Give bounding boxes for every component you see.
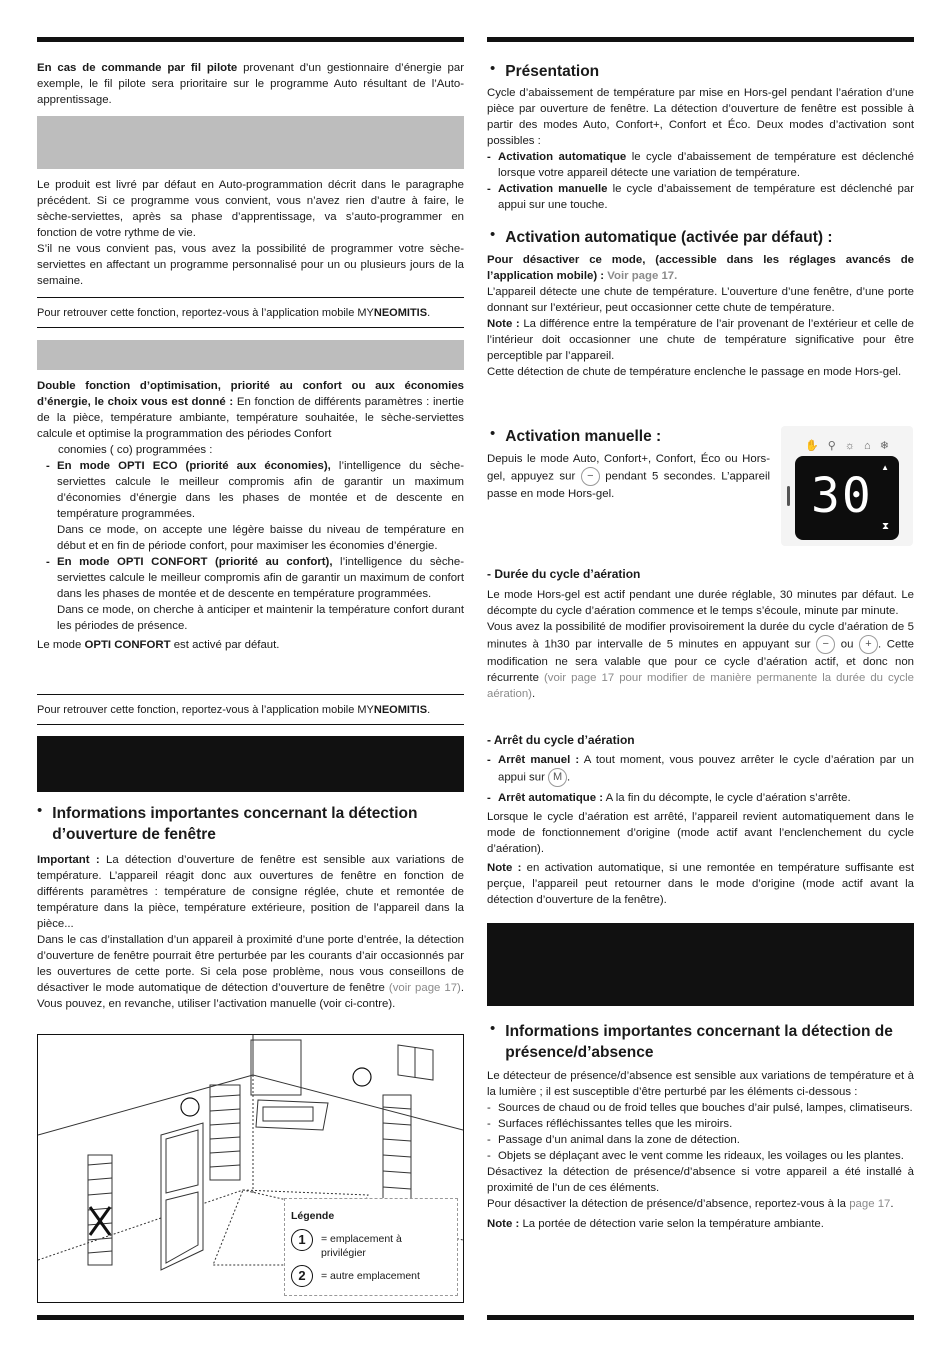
display-value: 30	[811, 468, 873, 524]
section-header-black-1	[37, 736, 464, 792]
activation-auto-heading: • Activation automatique (activée par défaut) :	[490, 226, 833, 246]
separator	[37, 327, 464, 328]
location-marker	[353, 1068, 371, 1086]
list-item: - Surfaces réfléchissantes telles que les miroirs.	[487, 1118, 733, 1130]
opti-paragraph: Double fonction d’optimisation, priorité au confort ou aux économies d’énergie, le choix vous est donné : En fonction de différents paramètres : inertie de la pièce, température ambiante, température souhaitée, le sèche-serviettes calcule et optimise la programmation des périodes Confort	[37, 380, 464, 440]
list-item: - Sources de chaud ou de froid telles que bouches d’air pulsé, lampes, climatiseurs.	[487, 1102, 913, 1114]
arret-heading: - Arrêt du cycle d’aération	[487, 733, 635, 747]
minus-button-icon: −	[816, 635, 835, 654]
side-led	[787, 486, 790, 506]
important-paragraph: Important : La détection d’ouverture de fenêtre est sensible aux variations de température. L’appareil réagit donc aux ouvertures de fenêtre en fonction de différents paramètres : température de consigne réglée, chute et remontée de température dans la pièce, température extérieure, position de l’appareil dans la pièce...	[37, 854, 464, 930]
bottom-rule-right	[487, 1315, 914, 1320]
opti-text	[37, 378, 464, 653]
separator	[37, 297, 464, 298]
programmation-paragraph: Le produit est livré par défaut en Auto-programmation décrit dans le paragraphe précédent. Si ce programme vous convient, vous n’avez rien d’autre à faire, le sèche-serviettes, après sa phase d’apprentissage, va s’auto-programmer en fonction de votre rythme de vie.	[37, 179, 464, 239]
list-item: - Activation manuelle le cycle d’abaissement de température est déclenché par appui sur une touche.	[487, 183, 914, 211]
left-column	[37, 60, 464, 108]
duree-heading: - Durée du cycle d’aération	[487, 567, 641, 581]
opti-tail: conomies ( co) programmées :	[58, 444, 213, 456]
activation-manual-text: Depuis le mode Auto, Confort+, Confort, Éco ou Hors-gel, appuyez sur − pendant 5 secondes. L’appareil passe en mode Hors-gel.	[487, 453, 771, 500]
legend-2-marker: 2	[291, 1265, 313, 1287]
radiator-crossed	[88, 1155, 112, 1265]
list-item: - Activation automatique le cycle d’abaissement de température est déclenché lorsque votre appareil détecte une variation de température.	[487, 151, 914, 179]
legend-1-marker: 1	[291, 1229, 313, 1251]
presentation-heading: • Présentation	[490, 60, 600, 80]
arret-text: - Arrêt manuel : A tout moment, vous pouvez arrêter le cycle d’aération par un appui sur M . - Arrêt automatique : A la fin du décompte, le cycle d’aération s’arrête. Lorsque le cycle d’aération est arrêté, l’appareil revient automatiquement dans le mode de fonctionnement d’origine (mode actif avant l’enclenchement du cycle d’aération). Note : en activation automatique, si une remontée en température suffisante est perçue, l’appareil peut retourner dans le mode d’origine (mode actif avant la détection d’ouverture de la fenêtre).	[487, 754, 914, 906]
bathroom-illustration	[37, 1034, 464, 1303]
duree-text: Le mode Hors-gel est actif pendant une durée réglable, 30 minutes par défaut. Le décompte du cycle d’aération commence et le temps s’écoule, minute par minute. Vous avez la possibilité de modifier provisoirement la durée du cycle d’aération de 5 minutes à 1h30 par intervalle de 5 minutes en appuyant sur − ou + . Cette modification ne sera valable que pour ce cycle d’aération actif, et donc non récurrente (voir page 17 pour modifier de manière permanente la durée du cycle aération).	[487, 589, 914, 700]
minus-button-icon: −	[581, 467, 600, 486]
section-header-black-2	[487, 923, 914, 1006]
personnalise-paragraph: S’il ne vous convient pas, vous avez la possibilité de programmer votre sèche-serviettes en affectant un programme personnalisé pour un ou plusieurs jours de la semaine.	[37, 243, 464, 287]
programmation-text	[37, 177, 464, 289]
presentation-text: Cycle d’abaissement de température par mise en Hors-gel pendant l’aération d’une pièce par ouverture de fenêtre. La détection d’ouverture de fenêtre est possible à partir des modes Auto, Confort+, Confort et Éco. Deux modes d’activation sont possibles : - Activation automatique le cycle d’abaissement de température est déclenché lorsque votre appareil détecte une variation de température. - Activation manuelle le cycle d’abaissement de température est déclenché par appui sur une touche.	[487, 87, 914, 211]
location-marker	[181, 1098, 199, 1116]
bottom-rule-left	[37, 1315, 464, 1320]
list-item: - En mode OPTI CONFORT (priorité au confort), l’intelligence du sèche-serviettes calcule le meilleur compromis afin de garantir un maximum de confort dans les phases de montée et de descente en température programmées. Dans ce mode, on cherche à anticiper et maintenir la température confort durant les périodes de présence.	[46, 556, 465, 632]
app-note-1: Pour retrouver cette fonction, reportez-vous à l’application mobile MYNEOMITIS.	[37, 307, 431, 319]
fil-pilote-paragraph: En cas de commande par fil pilote provenant d’un gestionnaire d’énergie par exemple, le fil pilote sera prioritaire sur le programme Auto résultant de l’Auto-apprentissage.	[37, 62, 464, 106]
thermostat-display	[781, 426, 913, 546]
display-icons-row: ✋ ⚲ ☼ ⌂ ❄	[805, 440, 892, 452]
list-item: - Arrêt manuel : A tout moment, vous pouvez arrêter le cycle d’aération par un appui sur M .	[487, 752, 914, 787]
radiator-2	[210, 1085, 240, 1180]
top-rule-left	[37, 37, 464, 42]
door-paragraph: Dans le cas d’installation d’un appareil à proximité d’une porte d’entrée, la détection d’ouverture de fenêtre pourrait être perturbée par les courants d’air occasionnés par les ouvertures de cette porte. Si cela pose problème, nous vous conseillons de désactiver le mode automatique de détection d’ouverture de fenêtre (voir page 17). Vous pouvez, en revanche, utiliser l’activation manuelle (voir ci-contre).	[37, 934, 464, 1010]
activation-auto-text: Pour désactiver ce mode, (accessible dans les réglages avancés de l’application mobile) : Voir page 17. L’appareil détecte une chute de température. L’ouverture d’une fenêtre, d’une porte donnant sur l’extérieur, peut occasionner cette chute de température. Note : La différence entre la température de l’air provenant de l’extérieur et celle de l’intérieur doit occasionner une chute de température significative pour être perceptible par l’appareil. Cette détection de chute de température enclenche le passage en mode Hors-gel.	[487, 254, 914, 378]
presence-heading: • Informations importantes concernant la détection de présence/d’absence	[490, 1020, 893, 1061]
window-detection-heading: • Informations importantes concernant la détection d’ouverture de fenêtre	[37, 802, 418, 843]
separator	[37, 694, 464, 695]
legend-box	[284, 1198, 458, 1296]
list-item: - Objets se déplaçant avec le vent comme les rideaux, les voilages ou les plantes.	[487, 1150, 904, 1162]
display-screen	[795, 456, 899, 540]
up-arrow-icon: ▲	[881, 463, 889, 472]
legend-title: Légende	[291, 1210, 335, 1222]
legend-1-text: = emplacement à privilégier	[321, 1233, 402, 1259]
list-item: - Arrêt automatique : A la fin du décompte, le cycle d’aération s’arrête.	[487, 792, 851, 804]
default-mode-line: Le mode OPTI CONFORT est activé par défaut.	[37, 639, 280, 651]
window-detection-text	[37, 852, 464, 1012]
app-note-2: Pour retrouver cette fonction, reportez-vous à l’application mobile MYNEOMITIS.	[37, 704, 431, 716]
activation-manual-heading: • Activation manuelle :	[490, 425, 662, 445]
legend-2-text: = autre emplacement	[321, 1270, 420, 1282]
plus-button-icon: +	[859, 635, 878, 654]
top-rule-right	[487, 37, 914, 42]
mode-button-icon: M	[548, 768, 567, 787]
list-item: - Passage d’un animal dans la zone de détection.	[487, 1134, 740, 1146]
section-header-grey-2	[37, 340, 464, 370]
presence-text: Le détecteur de présence/d’absence est sensible aux variations de température et à la lumière ; il est susceptible d’être perturbé par les éléments ci-dessous : - Sources de chaud ou de froid telles que bouches d’air pulsé, lampes, climatiseurs. - Surfaces réfléchissantes telles que les miroirs. - Passage d’un animal dans la zone de détection. - Objets se déplaçant avec le vent comme les rideaux, les voilages ou les plantes. Désactivez la détection de présence/d’absence si votre appareil a été installé à proximité de l’un de ces éléments. Pour désactiver la détection de présence/d’absence, reportez-vous à la page 17. Note : La portée de détection varie selon la température ambiante.	[487, 1070, 914, 1230]
section-header-grey-1	[37, 116, 464, 169]
separator	[37, 724, 464, 725]
list-item: - En mode OPTI ECO (priorité aux économies), l’intelligence du sèche-serviettes calcule le meilleur compromis afin de garantir un maximum d’économies d’énergie dans les phases de montée et de descente en température programmées. Dans ce mode, on accepte une légère baisse du niveau de température en début et en fin de période confort, pour maximiser les économies d’énergie.	[46, 460, 465, 552]
hourglass-icon: ⧗	[881, 521, 889, 532]
